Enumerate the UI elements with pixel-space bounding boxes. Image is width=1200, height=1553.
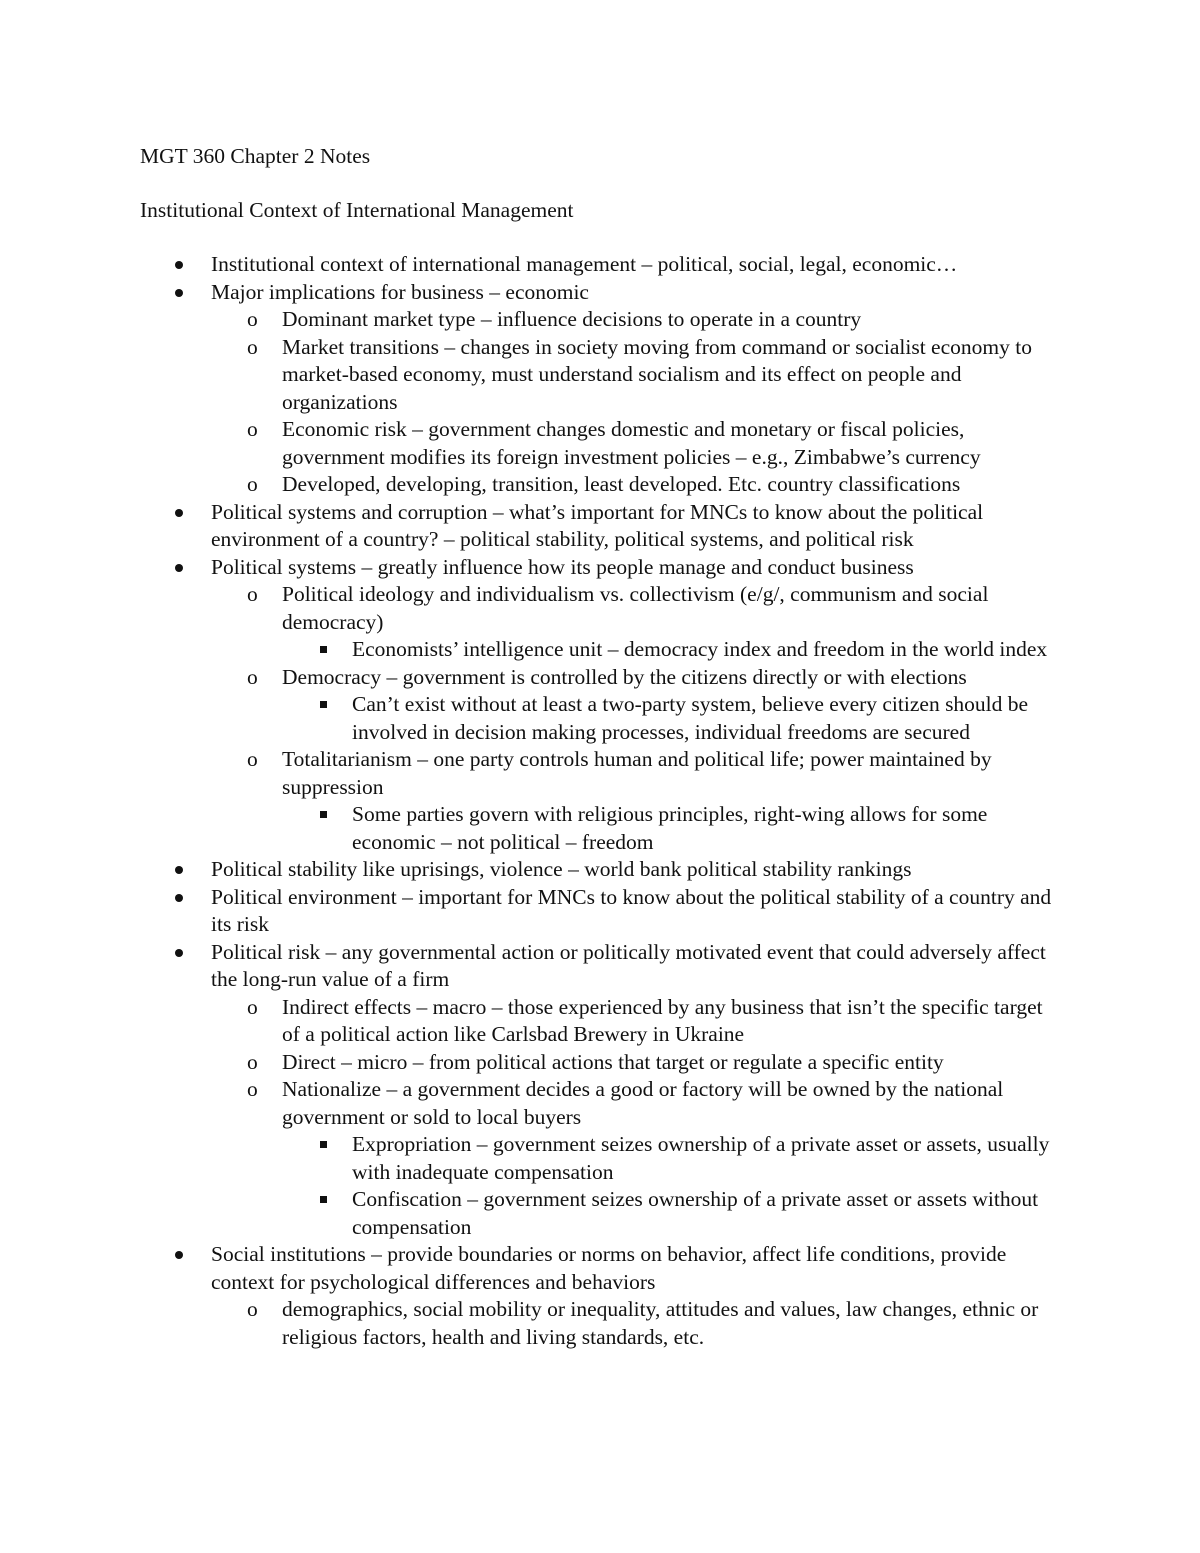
- list-item-text: Political systems and corruption – what’s important for MNCs to know about the political environment of a country? – political stability, political systems, and political risk: [211, 499, 984, 551]
- bullet-circle-icon: o: [247, 1077, 258, 1101]
- list-item-level-2: [0, 994, 1200, 1049]
- list-item-level-2: [0, 1296, 1200, 1351]
- bullet-circle-icon: o: [247, 664, 258, 689]
- list-item-level-1: [0, 251, 1200, 279]
- sub-list: [0, 636, 1200, 664]
- list-item-text: Political stability like uprisings, violence – world bank political stability rankings: [211, 857, 912, 881]
- bullet-circle-icon: o: [247, 1049, 258, 1074]
- list-item-text: Social institutions – provide boundaries or norms on behavior, affect life conditions, provide context for psychological differences and behaviors: [211, 1242, 1007, 1294]
- list-item-text: Developed, developing, transition, least developed. Etc. country classifications: [282, 472, 961, 496]
- list-item-level-2: [0, 581, 1200, 636]
- list-item-level-2: [0, 306, 1200, 334]
- page-title: MGT 360 Chapter 2 Notes: [140, 144, 371, 168]
- list-item-level-2: [0, 746, 1200, 801]
- list-item-level-2: [0, 664, 1200, 692]
- list-item-level-1: [0, 1241, 1200, 1296]
- list-item-level-2: [0, 1076, 1200, 1131]
- list-item-text: Indirect effects – macro – those experienced by any business that isn’t the specific target of a political action like Carlsbad Brewery in Ukraine: [282, 994, 1043, 1046]
- list-item-text: Direct – micro – from political actions that target or regulate a specific entity: [282, 1049, 944, 1074]
- list-item-level-1: [0, 554, 1200, 582]
- bullet-circle-icon: o: [247, 417, 258, 441]
- bullet-circle-icon: o: [247, 747, 258, 771]
- list-item-level-2: [0, 416, 1200, 471]
- section-heading: Institutional Context of International Management: [140, 198, 574, 222]
- list-item-text: Totalitarianism – one party controls human and political life; power maintained by suppression: [282, 747, 992, 799]
- list-item-text: Economists’ intelligence unit – democracy index and freedom in the world index: [352, 637, 1048, 661]
- list-item-text: Political risk – any governmental action or politically motivated event that could adversely affect the long-run value of a firm: [211, 939, 1046, 991]
- sub-list: [0, 1131, 1200, 1241]
- bullet-circle-icon: o: [247, 994, 258, 1019]
- list-item-level-3: [0, 1131, 1200, 1186]
- bullet-circle-icon: o: [247, 1297, 258, 1321]
- list-item-level-3: [0, 801, 1200, 856]
- list-item-text: Confiscation – government seizes ownership of a private asset or assets without compensation: [352, 1187, 1039, 1239]
- list-item-text: Political environment – important for MNCs to know about the political stability of a country and its risk: [211, 884, 1052, 936]
- list-item-level-1: [0, 279, 1200, 307]
- notes-list: [0, 251, 1200, 1351]
- list-item-level-1: [0, 856, 1200, 884]
- list-item-level-2: [0, 471, 1200, 499]
- list-item-level-1: [0, 499, 1200, 554]
- sub-list: [0, 994, 1200, 1242]
- list-item-level-3: [0, 1186, 1200, 1241]
- bullet-circle-icon: o: [247, 307, 258, 331]
- sub-list: [0, 691, 1200, 746]
- sub-list: [0, 306, 1200, 499]
- sub-list: [0, 1296, 1200, 1351]
- list-item-text: demographics, social mobility or inequality, attitudes and values, law changes, ethnic or religious factors, health and living standards, etc.: [282, 1297, 1039, 1349]
- list-item-text: Democracy – government is controlled by the citizens directly or with elections: [282, 664, 967, 689]
- list-item-text: Nationalize – a government decides a good or factory will be owned by the national government or sold to local buyers: [282, 1077, 1004, 1129]
- list-item-text: Can’t exist without at least a two-party system, believe every citizen should be involved in decision making processes, individual freedoms are secured: [352, 692, 1029, 744]
- bullet-circle-icon: o: [247, 334, 258, 359]
- list-item-text: Dominant market type – influence decisions to operate in a country: [282, 307, 862, 331]
- list-item-text: Major implications for business – economic: [211, 279, 589, 304]
- list-item-text: Market transitions – changes in society moving from command or socialist economy to market-based economy, must understand socialism and its effect on people and organizations: [282, 334, 1032, 414]
- bullet-circle-icon: o: [247, 582, 258, 606]
- list-item-text: Political ideology and individualism vs. collectivism (e/g/, communism and social democracy): [282, 582, 989, 634]
- list-item-text: Some parties govern with religious principles, right-wing allows for some economic – not political – freedom: [352, 802, 988, 854]
- list-item-level-3: [0, 691, 1200, 746]
- list-item-level-2: [0, 334, 1200, 417]
- list-item-level-1: [0, 939, 1200, 994]
- list-item-text: Expropriation – government seizes ownership of a private asset or assets, usually with inadequate compensation: [352, 1132, 1050, 1184]
- list-item-level-2: [0, 1049, 1200, 1077]
- bullet-circle-icon: o: [247, 472, 258, 496]
- list-item-level-3: [0, 636, 1200, 664]
- list-item-text: Economic risk – government changes domestic and monetary or fiscal policies, government modifies its foreign investment policies – e.g., Zimbabwe’s currency: [282, 417, 981, 469]
- list-item-text: Institutional context of international management – political, social, legal, economic…: [211, 252, 958, 276]
- list-item-text: Political systems – greatly influence how its people manage and conduct business: [211, 554, 914, 579]
- list-item-level-1: [0, 884, 1200, 939]
- sub-list: [0, 801, 1200, 856]
- sub-list: [0, 581, 1200, 856]
